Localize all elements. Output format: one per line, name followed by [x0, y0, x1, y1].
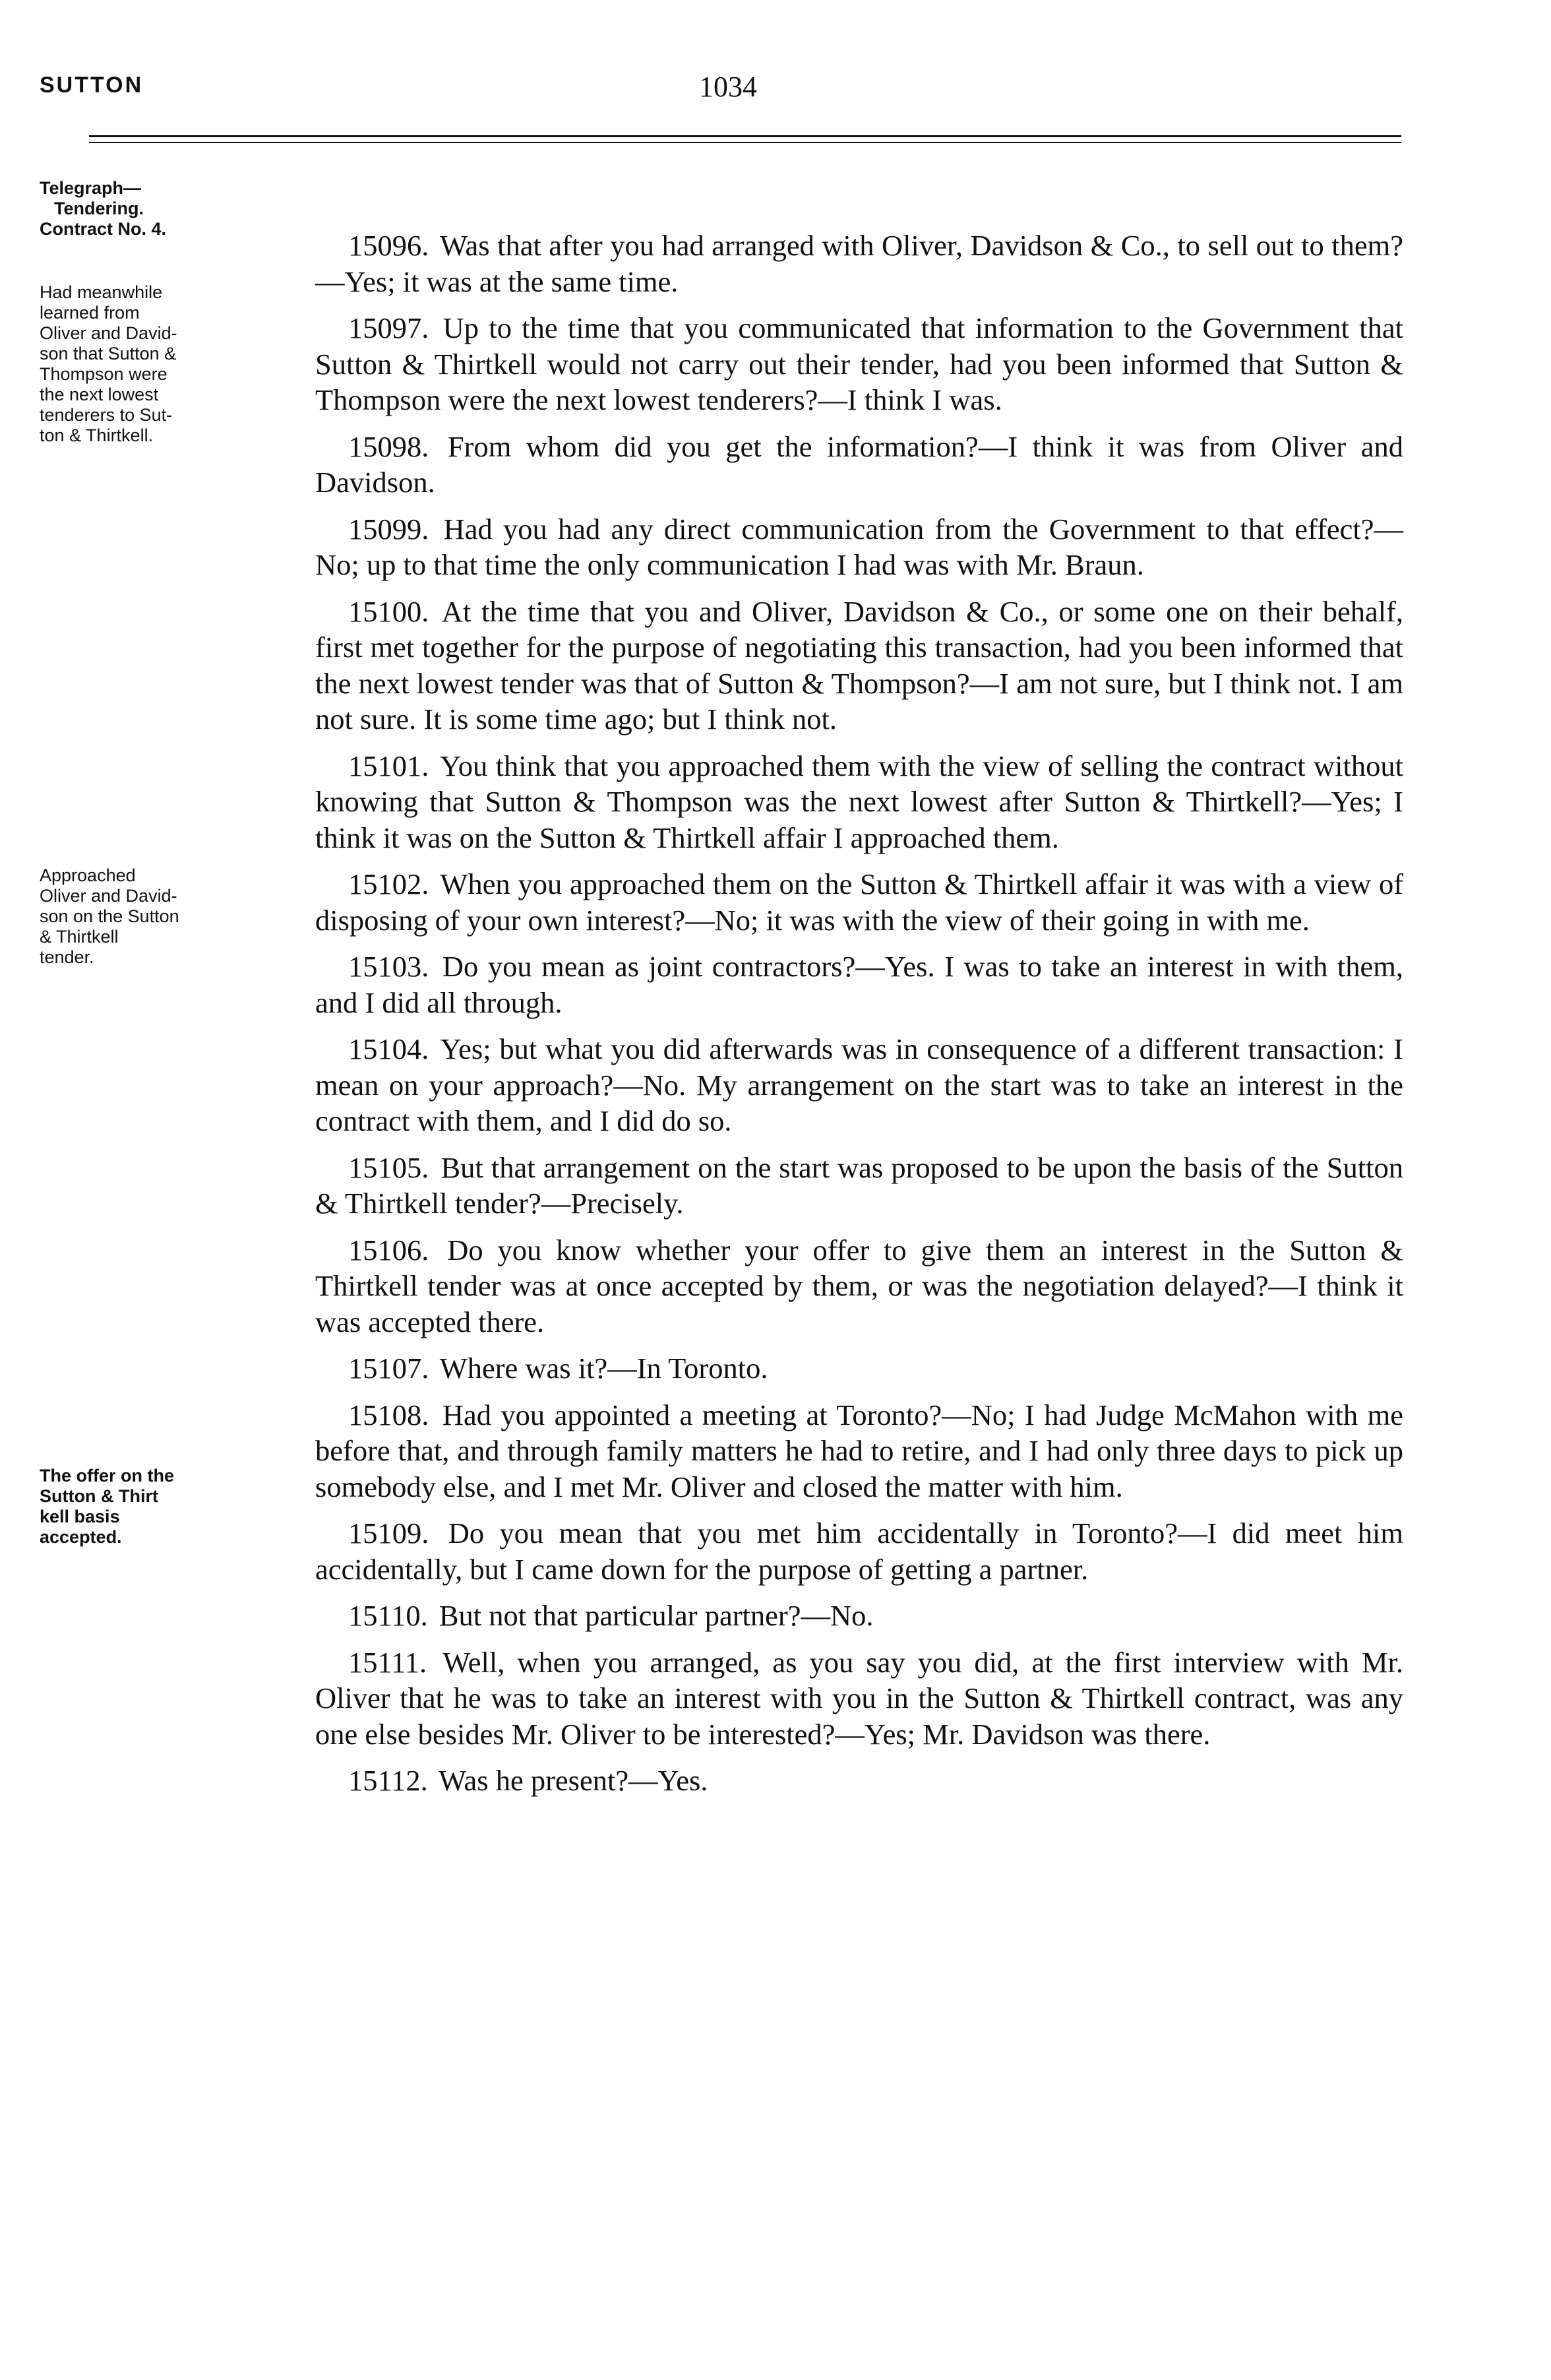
question-text: But that arrangement on the start was proposed to be upon the basis of the Sutton & Thirtkell tender?—Precisely. — [315, 1150, 1404, 1220]
testimony-paragraph — [315, 1031, 1403, 1139]
margin-note-section — [40, 178, 317, 239]
margin-note-line: ton & Thirtkell. — [40, 425, 154, 445]
margin-note-line: son on the Sutton — [40, 906, 179, 926]
margin-note-line: learned from — [40, 303, 140, 323]
question-text: Had you appointed a meeting at Toronto?—No; I had Judge McMahon with me before that, and through family matters he had to retire, and I had only three days to pick up somebody else, and I met Mr. Oliver and closed the matter with him. — [315, 1398, 1403, 1503]
header-rule-top — [89, 135, 1401, 137]
question-number: 15106. — [348, 1233, 429, 1267]
question-text: Up to the time that you communicated that information to the Government that Sutton & Thirtkell would not carry out their tender, had you been informed that Sutton & Thompson were the next lowest tenderers?—I think I was. — [315, 311, 1404, 416]
margin-note-line: Had meanwhile — [40, 282, 163, 302]
margin-note-line: kell basis — [40, 1507, 120, 1526]
margin-note-offer — [40, 1466, 317, 1548]
question-number: 15100. — [348, 594, 429, 628]
question-text: Yes; but what you did afterwards was in consequence of a different transaction: I mean on your approach?—No. My arrangement on the start was to take an interest in the contract with them, and I did do so. — [315, 1032, 1403, 1137]
question-text: Was he present?—Yes. — [439, 1764, 708, 1797]
margin-note-line: accepted. — [40, 1527, 122, 1547]
question-text: Well, when you arranged, as you say you did, at the first interview with Mr. Oliver that he was to take an interest with you in the Sutton & Thirtkell contract, was any one else besides Mr. Oliver to be interested?—Yes; Mr. Davidson was there. — [315, 1645, 1403, 1751]
question-number: 15099. — [348, 512, 429, 546]
margin-note-line: The offer on the — [40, 1466, 174, 1486]
question-number: 15111. — [348, 1645, 427, 1679]
question-text: You think that you approached them with the view of selling the contract without knowing that Sutton & Thompson was the next lowest after Sutton & Thirtkell?—Yes; I think it was on the Sutton & Thirtkell affair I approached them. — [315, 749, 1403, 854]
question-number: 15102. — [348, 867, 429, 900]
question-number: 15104. — [348, 1032, 429, 1065]
testimony-paragraph — [315, 1763, 1403, 1799]
testimony-paragraph — [315, 1598, 1403, 1634]
question-number: 15110. — [348, 1599, 428, 1632]
question-text: Where was it?—In Toronto. — [439, 1352, 768, 1385]
question-text: At the time that you and Oliver, Davidson & Co., or some one on their behalf, first met together for the purpose of negotiating this transaction, had you been informed that the next lowest tender was that of Sutton & Thompson?—I am not sure, but I think not. I am not sure. It is some time ago; but I think not. — [315, 594, 1404, 736]
testimony-paragraph — [315, 228, 1403, 299]
question-number: 15103. — [348, 950, 429, 983]
margin-note-line: Contract No. 4. — [40, 219, 167, 239]
margin-note-line: Telegraph— — [40, 178, 142, 198]
running-title: SUTTON — [40, 73, 144, 98]
testimony-paragraph — [315, 429, 1403, 501]
question-text: Do you mean that you met him accidentally in Toronto?—I did meet him accidentally, but I came down for the purpose of getting a partner. — [315, 1517, 1403, 1586]
margin-note-line: Tendering. — [54, 199, 144, 218]
page-number: 1034 — [699, 71, 757, 103]
testimony-paragraph — [315, 1350, 1403, 1387]
testimony-paragraph — [315, 1515, 1403, 1587]
testimony-paragraph — [315, 310, 1403, 418]
margin-note-line: tenderers to Sut- — [40, 405, 173, 425]
testimony-paragraph — [315, 949, 1403, 1020]
question-number: 15098. — [348, 429, 429, 463]
margin-note-meanwhile — [40, 282, 317, 446]
question-text: But not that particular partner?—No. — [439, 1599, 874, 1632]
header-rule — [89, 135, 1401, 151]
testimony-paragraph — [315, 511, 1403, 583]
testimony-paragraph — [315, 1232, 1403, 1340]
margin-note-line: Oliver and David- — [40, 323, 177, 343]
margin-note-line: son that Sutton & — [40, 344, 177, 363]
question-number: 15108. — [348, 1398, 429, 1431]
question-text: Do you mean as joint contractors?—Yes. I was to take an interest in with them, and I did all through. — [315, 950, 1404, 1019]
header-rule-bottom — [89, 142, 1401, 143]
margin-note-line: Approached — [40, 865, 136, 885]
testimony-paragraph — [315, 1150, 1403, 1222]
question-text: Do you know whether your offer to give them an interest in the Sutton & Thirtkell tender was at once accepted by them, or was the negotiation delayed?—I think it was accepted there. — [315, 1233, 1403, 1338]
testimony-paragraph — [315, 1397, 1403, 1505]
testimony-body — [315, 228, 1403, 1809]
question-number: 15096. — [348, 229, 429, 262]
question-text: From whom did you get the information?—I think it was from Oliver and Davidson. — [315, 429, 1403, 499]
page-header — [0, 73, 1551, 125]
testimony-paragraph — [315, 866, 1403, 938]
testimony-paragraph — [315, 748, 1403, 856]
margin-note-line: the next lowest — [40, 385, 159, 404]
question-number: 15097. — [348, 311, 429, 344]
question-number: 15101. — [348, 749, 429, 782]
question-text: Was that after you had arranged with Oliver, Davidson & Co., to sell out to them?—Yes; it was at the same time. — [315, 229, 1403, 298]
margin-note-line: Thompson were — [40, 364, 167, 384]
question-text: Had you had any direct communication from the Government to that effect?—No; up to that time the only communication I had was with Mr. Braun. — [315, 512, 1403, 581]
margin-note-line: & Thirtkell — [40, 927, 119, 947]
margin-note-line: Oliver and David- — [40, 886, 177, 906]
margin-note-approached — [40, 865, 317, 968]
question-number: 15112. — [348, 1764, 428, 1797]
margin-note-line: tender. — [40, 947, 94, 967]
question-number: 15105. — [348, 1150, 429, 1184]
margin-note-line: Sutton & Thirt — [40, 1486, 158, 1506]
testimony-paragraph — [315, 1644, 1403, 1753]
question-number: 15109. — [348, 1517, 429, 1550]
testimony-paragraph — [315, 594, 1403, 737]
question-text: When you approached them on the Sutton & Thirtkell affair it was with a view of disposing of your own interest?—No; it was with the view of their going in with me. — [315, 867, 1404, 937]
question-number: 15107. — [348, 1352, 429, 1385]
